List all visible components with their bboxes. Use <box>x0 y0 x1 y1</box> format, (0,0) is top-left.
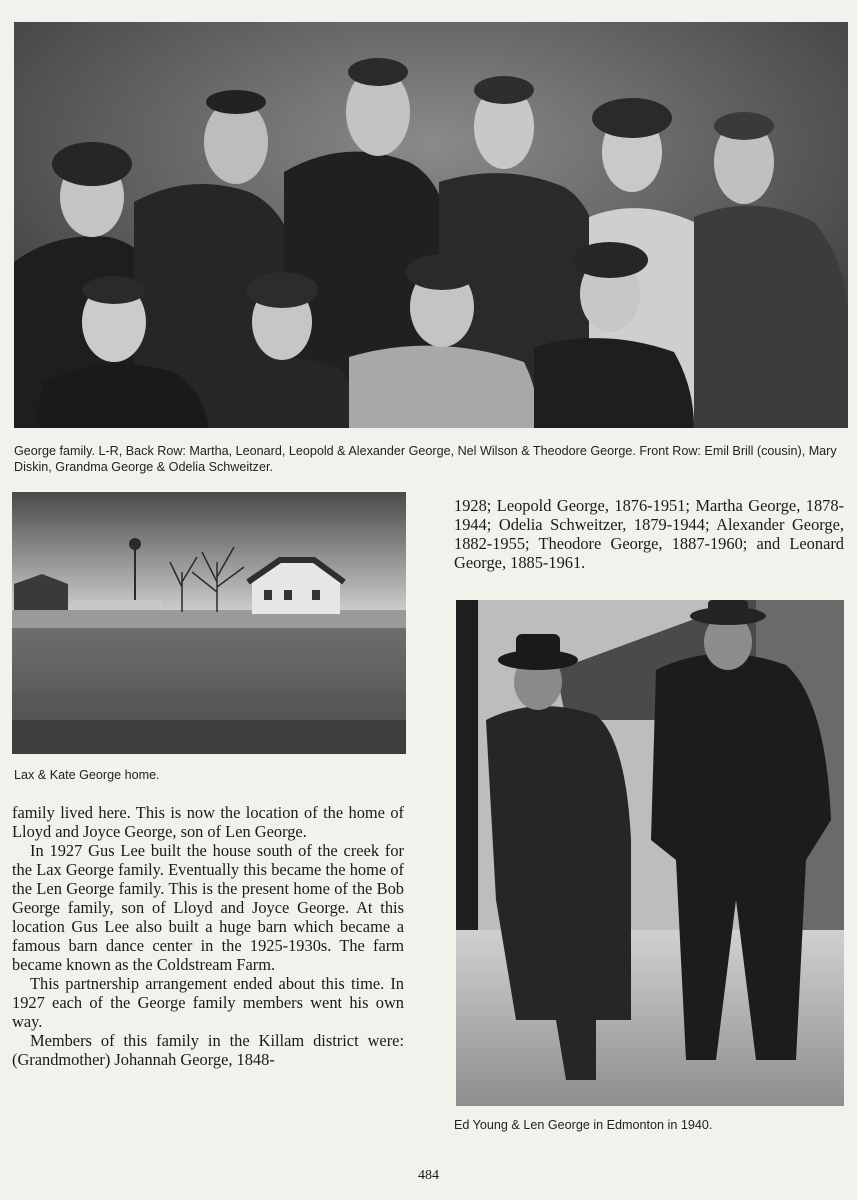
right-paragraph: 1928; Leopold George, 1876-1951; Martha George, 1878-1944; Odelia Schweitzer, 1879-1944; Alexander George, 1882-1955; Theodore George, 1887-1960; and Leonard George, 1885-1961. <box>454 496 844 572</box>
left-paragraph-2: In 1927 Gus Lee built the house south of the creek for the Lax George family. Eventually this became the home of the Len George family. This is the present home of the Bob George family, son of Lloyd and Joyce George. At this location Gus Lee also built a huge barn which became a famous barn dance center in the 1925-1930s. The farm became known as the Coldstream Farm. <box>12 841 404 974</box>
home-photo-caption: Lax & Kate George home. <box>14 768 160 782</box>
left-paragraph-4: Members of this family in the Killam district were: (Grandmother) Johannah George, 1848- <box>12 1031 404 1069</box>
family-photo <box>14 22 848 428</box>
edmonton-photo <box>456 600 844 1106</box>
edmonton-photo-caption: Ed Young & Len George in Edmonton in 1940. <box>454 1118 713 1132</box>
home-photo <box>12 492 406 754</box>
right-column-text <box>454 496 844 572</box>
left-paragraph-1: family lived here. This is now the location of the home of Lloyd and Joyce George, son of Len George. <box>12 803 404 841</box>
left-column-text <box>12 803 404 1069</box>
family-photo-caption: George family. L-R, Back Row: Martha, Leonard, Leopold & Alexander George, Nel Wilson & Theodore George. Front Row: Emil Brill (cousin), Mary Diskin, Grandma George & Odelia Schweitzer. <box>14 444 837 474</box>
page-number: 484 <box>418 1168 439 1183</box>
left-paragraph-3: This partnership arrangement ended about this time. In 1927 each of the George family members went his own way. <box>12 974 404 1031</box>
